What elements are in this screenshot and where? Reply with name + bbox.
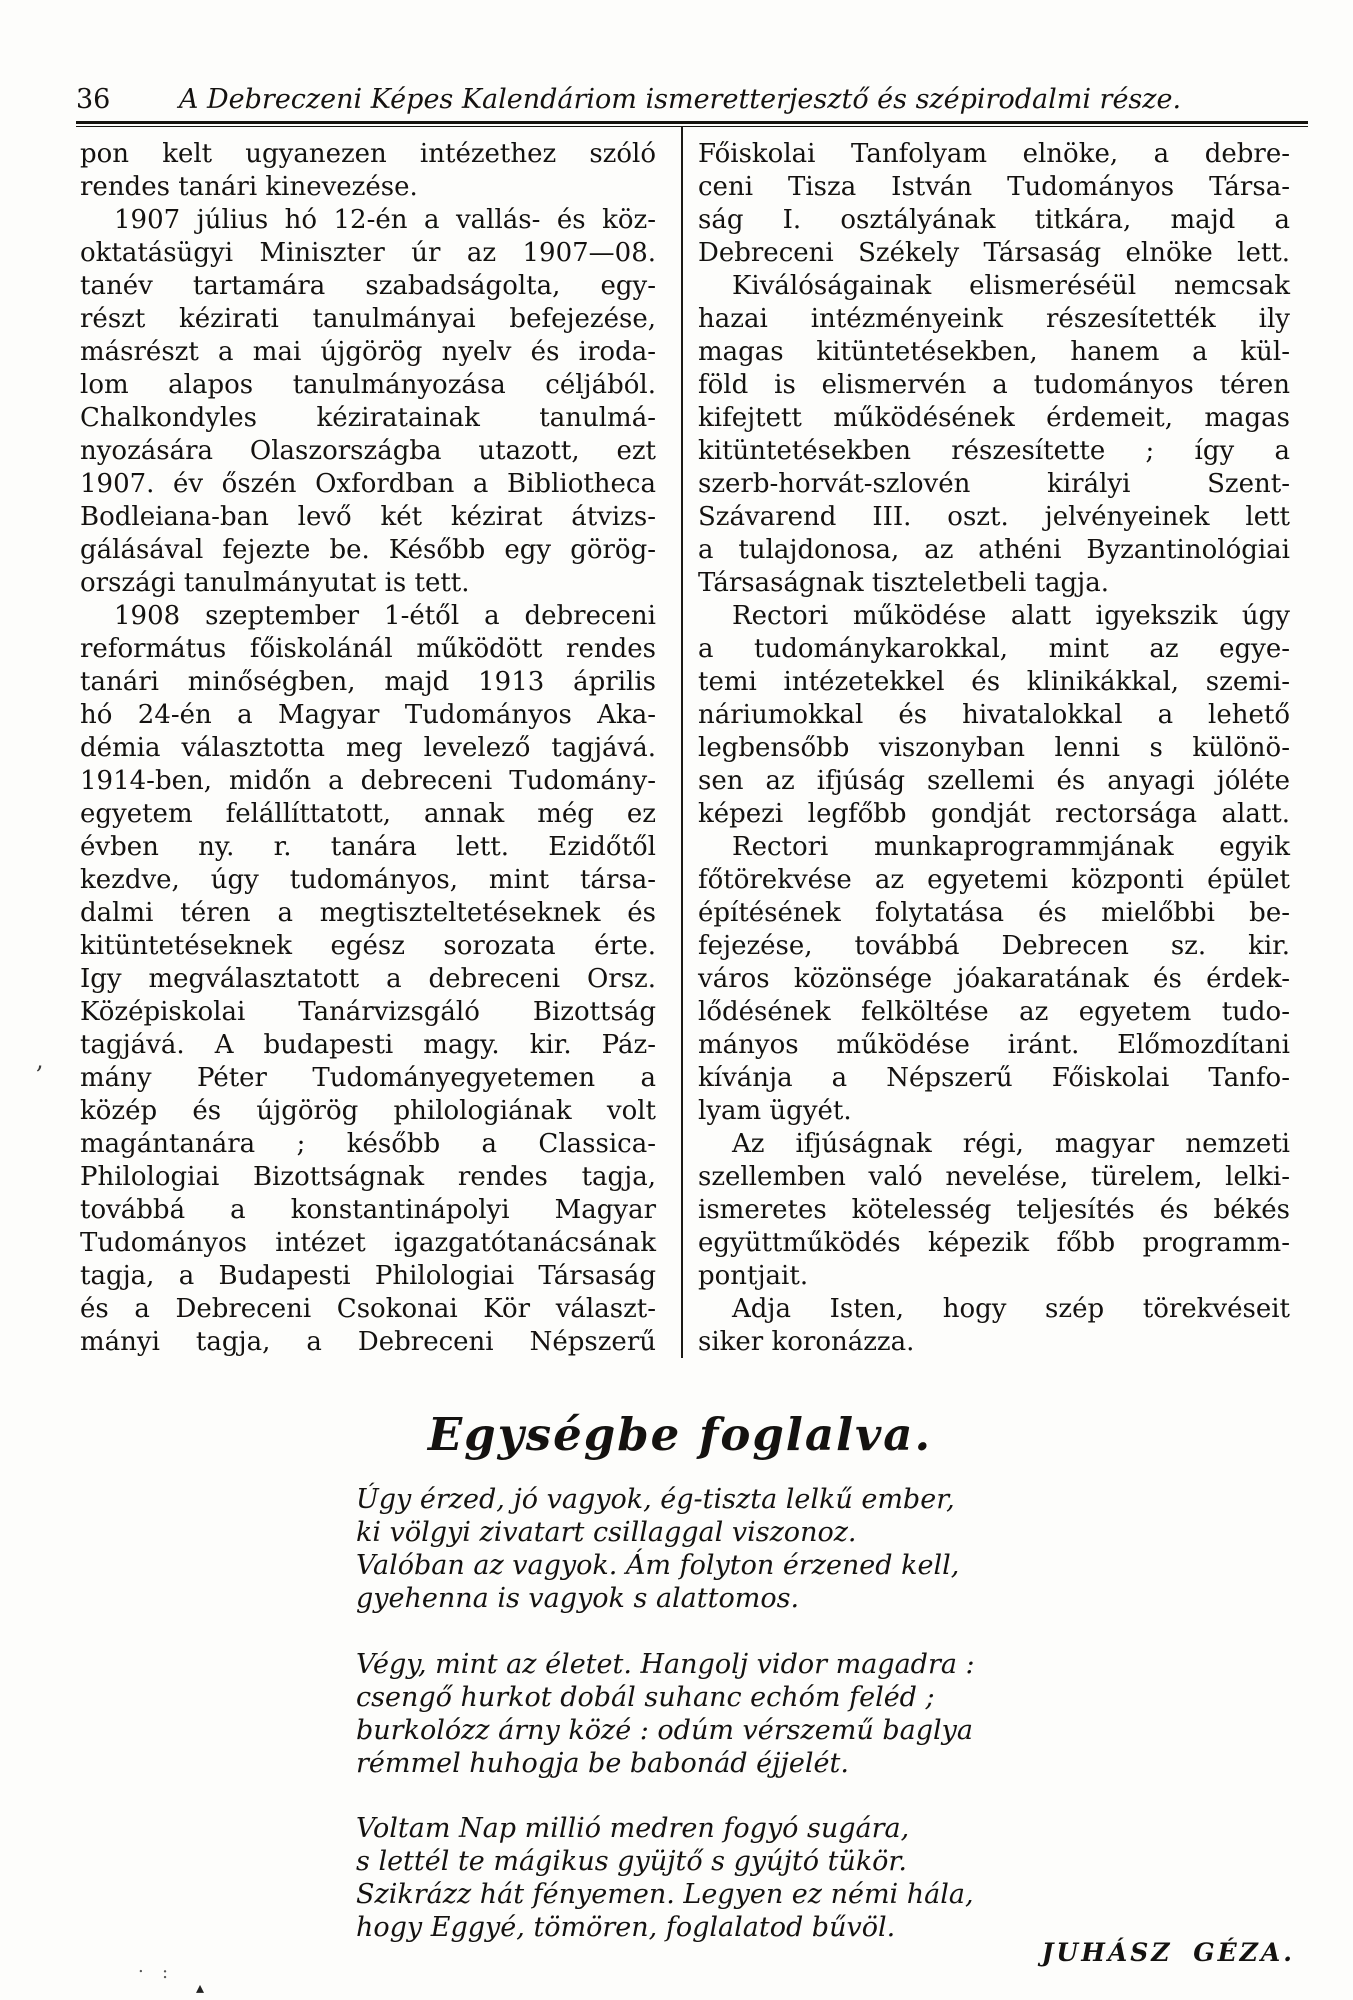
- text-line: tanév tartamára szabadságolta, egy-: [80, 271, 656, 301]
- text-line: dalmi téren a megtiszteltetéseknek és: [80, 898, 656, 928]
- text-line: főtörekvése az egyetemi központi épület: [698, 865, 1290, 895]
- text-line: együttműködés képezik főbb programm-: [698, 1228, 1290, 1258]
- text-line: Chalkondyles kéziratainak tanulmá-: [80, 403, 656, 433]
- text-line: 1908 szeptember 1-étől a debreceni: [114, 601, 656, 631]
- text-line: ság I. osztályának titkára, majd a: [698, 205, 1290, 235]
- poem-title: Egységbe foglalva.: [427, 1408, 933, 1461]
- poem-line: Úgy érzed, jó vagyok, ég-tiszta lelkű ember,: [356, 1484, 955, 1515]
- text-line: Társaságnak tiszteletbeli tagja.: [698, 568, 1109, 598]
- text-line: egyetem felállíttatott, annak még ez: [80, 799, 656, 829]
- text-line: szerb-horvát-szlovén királyi Szent-: [698, 469, 1290, 499]
- text-line: lődésének felköltése az egyetem tudo-: [698, 997, 1290, 1027]
- text-line: a tudománykarokkal, mint az egye-: [698, 634, 1290, 664]
- text-line: pon kelt ugyanezen intézethez szóló: [80, 139, 656, 169]
- text-line: részt kézirati tanulmányai befejezése,: [80, 304, 656, 334]
- text-line: Az ifjúságnak régi, magyar nemzeti: [732, 1129, 1290, 1159]
- ink-speck: ▴: [196, 1978, 205, 1997]
- ink-speck: ,: [36, 1046, 44, 1074]
- poem-line: gyehenna is vagyok s alattomos.: [356, 1583, 800, 1614]
- poem-line: Voltam Nap millió medren fogyó sugára,: [356, 1813, 910, 1844]
- poem-line: csengő hurkot dobál suhanc echóm feléd ;: [356, 1682, 935, 1713]
- text-line: Debreceni Székely Társaság elnöke lett.: [698, 238, 1290, 268]
- text-line: hazai intézményeink részesítették ily: [698, 304, 1290, 334]
- header-rule-thin: [76, 126, 1308, 127]
- text-line: náriumokkal és hivatalokkal a lehető: [698, 700, 1290, 730]
- text-line: évben ny. r. tanára lett. Ezidőtől: [80, 832, 656, 862]
- text-line: rendes tanári kinevezése.: [80, 172, 418, 202]
- text-line: hó 24-én a Magyar Tudományos Aka-: [80, 700, 656, 730]
- text-line: képezi legfőbb gondját rectorsága alatt.: [698, 799, 1290, 829]
- ink-speck: :: [162, 1962, 169, 1983]
- text-line: másrészt a mai újgörög nyelv és iroda-: [80, 337, 656, 367]
- poem-line: burkolózz árny közé : odúm vérszemű baglya: [356, 1715, 973, 1746]
- text-line: Szávarend III. oszt. jelvényeinek lett: [698, 502, 1290, 532]
- text-line: Tudományos intézet igazgatótanácsának: [80, 1228, 656, 1258]
- running-title: A Debreczeni Képes Kalendáriom ismeretterjesztő és szépirodalmi része.: [178, 84, 1182, 115]
- text-line: tagja, a Budapesti Philologiai Társaság: [80, 1261, 656, 1291]
- left-column: [80, 138, 656, 1359]
- poem-line: rémmel huhogja be babonád éjjelét.: [356, 1748, 849, 1779]
- text-line: temi intézetekkel és klinikákkal, szemi-: [698, 667, 1290, 697]
- text-line: kifejtett működésének érdemeit, magas: [698, 403, 1290, 433]
- text-line: kitüntetésekben részesítette ; így a: [698, 436, 1290, 466]
- poem-stanza-3: [356, 1812, 1036, 1944]
- text-line: Rectori működése alatt igyekszik úgy: [732, 601, 1290, 631]
- text-line: démia választotta meg levelező tagjává.: [80, 733, 656, 763]
- text-line: Philologiai Bizottságnak rendes tagja,: [80, 1162, 656, 1192]
- poem-line: Végy, mint az életet. Hangolj vidor magadra :: [356, 1649, 975, 1680]
- poem-line: s lettél te mágikus gyüjtő s gyújtó tükör.: [356, 1846, 907, 1877]
- text-line: Középiskolai Tanárvizsgáló Bizottság: [80, 997, 656, 1027]
- poem-line: Valóban az vagyok. Ám folyton érzened kell,: [356, 1550, 960, 1581]
- text-line: föld is elismervén a tudományos téren: [698, 370, 1290, 400]
- text-line: ismeretes kötelesség teljesítés és békés: [698, 1195, 1290, 1225]
- text-line: lyam ügyét.: [698, 1096, 852, 1126]
- text-line: és a Debreceni Csokonai Kör választ-: [80, 1294, 656, 1324]
- text-line: mány Péter Tudományegyetemen a: [80, 1063, 656, 1093]
- text-line: Igy megválasztatott a debreceni Orsz.: [80, 964, 656, 994]
- text-line: oktatásügyi Miniszter úr az 1907—08.: [80, 238, 656, 268]
- right-column: [698, 138, 1290, 1359]
- text-line: Kiválóságainak elismeréséül nemcsak: [732, 271, 1290, 301]
- text-line: 1907. év őszén Oxfordban a Bibliotheca: [80, 469, 656, 499]
- page-number: 36: [76, 84, 111, 115]
- text-line: magántanára ; később a Classica-: [80, 1129, 656, 1159]
- text-line: közép és újgörög philologiának volt: [80, 1096, 656, 1126]
- text-line: sen az ifjúság szellemi és anyagi jóléte: [698, 766, 1290, 796]
- text-line: legbensőbb viszonyban lenni s különö-: [698, 733, 1290, 763]
- text-line: országi tanulmányutat is tett.: [80, 568, 470, 598]
- poem-author: JUHÁSZ GÉZA.: [1041, 1938, 1295, 1967]
- text-line: mányi tagja, a Debreceni Népszerű: [80, 1327, 656, 1357]
- text-line: gálásával fejezte be. Később egy görög-: [80, 535, 656, 565]
- text-line: szellemben való nevelése, türelem, lelki-: [698, 1162, 1290, 1192]
- header-rule: [76, 121, 1308, 124]
- poem-line: Szikrázz hát fényemen. Legyen ez némi hála,: [356, 1879, 974, 1910]
- text-line: építésének folytatása és mielőbbi be-: [698, 898, 1290, 928]
- text-line: kitüntetéseknek egész sorozata érte.: [80, 931, 656, 961]
- poem-stanza-2: [356, 1648, 1036, 1780]
- text-line: Rectori munkaprogrammjának egyik: [732, 832, 1290, 862]
- text-line: továbbá a konstantinápolyi Magyar: [80, 1195, 656, 1225]
- text-line: kezdve, úgy tudományos, mint társa-: [80, 865, 656, 895]
- text-line: Adja Isten, hogy szép törekvéseit: [732, 1294, 1290, 1324]
- text-line: a tulajdonosa, az athéni Byzantinológiai: [698, 535, 1290, 565]
- text-line: nyozására Olaszországba utazott, ezt: [80, 436, 656, 466]
- text-line: kívánja a Népszerű Főiskolai Tanfo-: [698, 1063, 1290, 1093]
- text-line: tanári minőségben, majd 1913 április: [80, 667, 656, 697]
- poem-stanza-1: [356, 1483, 1036, 1615]
- text-line: 1907 július hó 12-én a vallás- és köz-: [114, 205, 656, 235]
- poem-line: hogy Eggyé, tömören, foglalatod bűvöl.: [356, 1912, 896, 1943]
- text-line: tagjává. A budapesti magy. kir. Páz-: [80, 1030, 656, 1060]
- text-line: siker koronázza.: [698, 1327, 915, 1357]
- poem-line: ki völgyi zivatart csillaggal viszonoz.: [356, 1517, 857, 1548]
- text-line: mányos működése iránt. Előmozdítani: [698, 1030, 1290, 1060]
- text-line: református főiskolánál működött rendes: [80, 634, 656, 664]
- text-line: Bodleiana-ban levő két kézirat átvizs-: [80, 502, 656, 532]
- text-line: ceni Tisza István Tudományos Társa-: [698, 172, 1290, 202]
- text-line: 1914-ben, midőn a debreceni Tudomány-: [80, 766, 656, 796]
- column-divider: [681, 126, 683, 1358]
- text-line: Főiskolai Tanfolyam elnöke, a debre-: [698, 139, 1290, 169]
- text-line: város közönsége jóakaratának és érdek-: [698, 964, 1290, 994]
- text-line: fejezése, továbbá Debrecen sz. kir.: [698, 931, 1290, 961]
- text-line: pontjait.: [698, 1261, 809, 1291]
- ink-speck: .: [138, 1956, 144, 1977]
- text-line: magas kitüntetésekben, hanem a kül-: [698, 337, 1290, 367]
- text-line: lom alapos tanulmányozása céljából.: [80, 370, 656, 400]
